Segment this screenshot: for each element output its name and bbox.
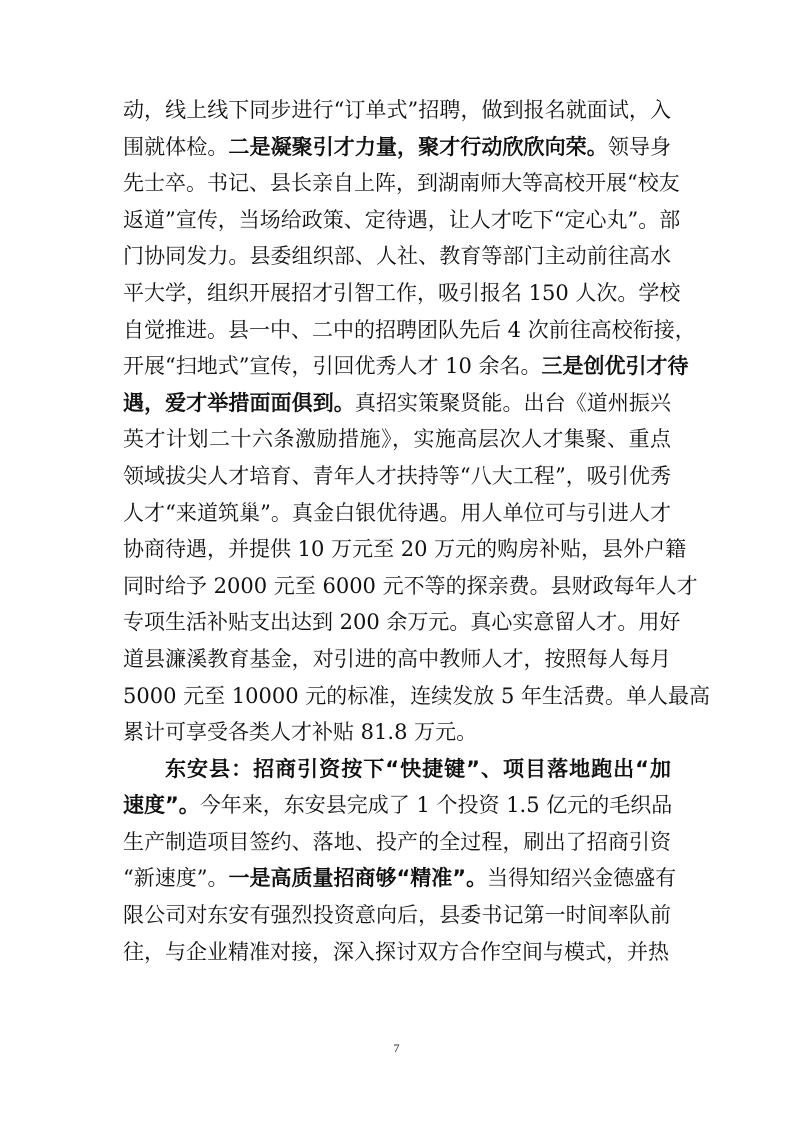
text-run: 专项生活补贴支出达到 200 余万元。真心实意留人才。用好 <box>123 610 681 635</box>
text-run: 开展“扫地式”宣传，引回优秀人才 10 余名。 <box>123 354 542 379</box>
text-run: 限公司对东安有强烈投资意向后，县委书记第一时间率队前 <box>123 903 671 928</box>
text-run: 生产制造项目签约、落地、投产的全过程，刷出了招商引资 <box>123 829 671 854</box>
text-run: “新速度”。 <box>123 866 229 891</box>
text-run: 累计可享受各类人才补贴 81.8 万元。 <box>123 720 478 745</box>
text-run: 往，与企业精准对接，深入探讨双方合作空间与模式，并热 <box>123 939 669 964</box>
bold-text-run: 一是高质量招商够“精准”。 <box>228 866 488 891</box>
paragraph1-line <box>123 312 696 349</box>
paragraph2-line <box>123 751 671 788</box>
text-run: 门协同发力。县委组织部、人社、教育等部门主动前往高水 <box>123 244 671 269</box>
text-run: 领域拔尖人才培育、青年人才扶持等“八大工程”，吸引优秀 <box>123 463 671 488</box>
paragraph1-line <box>123 275 681 312</box>
text-run: 当得知绍兴金德盛有 <box>487 866 677 891</box>
text-run: 动，线上线下同步进行“订单式”招聘，做到报名就面试，入 <box>123 98 671 122</box>
paragraph1-line <box>123 495 671 532</box>
paragraph2-line <box>123 787 671 824</box>
paragraph1-line <box>123 92 671 129</box>
text-run: 协商待遇，并提供 10 万元至 20 万元的购房补贴，县外户籍 <box>123 537 687 562</box>
paragraph1-line <box>123 385 671 422</box>
paragraph1-line <box>123 531 687 568</box>
paragraph2-line <box>123 934 671 971</box>
paragraph1-line <box>123 129 671 166</box>
text-run: 同时给予 2000 元至 6000 元不等的探亲费。县财政每年人才 <box>123 573 698 598</box>
bold-text-run: 遇，爱才举措面面俱到。 <box>123 390 355 415</box>
paragraph1-line <box>123 714 671 751</box>
bold-text-run: 速度”。 <box>123 793 200 818</box>
text-run: 道县濂溪教育基金，对引进的高中教师人才，按照每人每月 <box>123 646 671 671</box>
paragraph1-line <box>123 165 680 202</box>
page-number: 7 <box>393 1041 400 1055</box>
bold-text-run: 二是凝聚引才力量，聚才行动欣欣向荣。 <box>228 134 608 159</box>
paragraph1-line <box>123 641 671 678</box>
paragraph1-line <box>123 604 681 641</box>
paragraph1-line <box>123 458 671 495</box>
text-run: 人才“来道筑巢”。真金白银优待遇。用人单位可与引进人才 <box>123 500 671 525</box>
paragraph2-line <box>123 860 677 897</box>
body-text <box>123 92 710 970</box>
text-run: 今年来，东安县完成了 1 个投资 1.5 亿元的毛织品 <box>199 793 673 818</box>
paragraph1-line <box>123 421 671 458</box>
text-run: 自觉推进。县一中、二中的招聘团队先后 4 次前往高校衔接， <box>123 317 696 342</box>
paragraph1-line <box>123 568 698 605</box>
paragraph2-line <box>123 824 671 861</box>
paragraph2-line <box>123 897 671 934</box>
text-run: 先士卒。书记、县长亲自上阵，到湖南师大等高校开展“校友 <box>123 171 680 196</box>
paragraph1-line <box>123 678 710 715</box>
text-run: 领导身 <box>607 134 672 159</box>
text-run: 英才计划二十六条激励措施》，实施高层次人才集聚、重点 <box>123 427 671 452</box>
bold-text-run: 东安县：招商引资按下“快捷键”、项目落地跑出“加 <box>165 756 671 781</box>
text-run: 围就体检。 <box>123 134 229 159</box>
paragraph1-line <box>123 202 681 239</box>
bold-text-run: 三是创优引才待 <box>541 354 689 379</box>
paragraph1-line <box>123 238 671 275</box>
text-run: 返道”宣传，当场给政策、定待遇，让人才吃下“定心丸”。部 <box>123 207 681 232</box>
paragraph1-line <box>123 348 689 385</box>
text-run: 5000 元至 10000 元的标准，连续发放 5 年生活费。单人最高 <box>123 683 710 708</box>
text-run: 真招实策聚贤能。出台《道州振兴 <box>354 390 672 415</box>
text-run: 平大学，组织开展招才引智工作，吸引报名 150 人次。学校 <box>123 280 681 305</box>
